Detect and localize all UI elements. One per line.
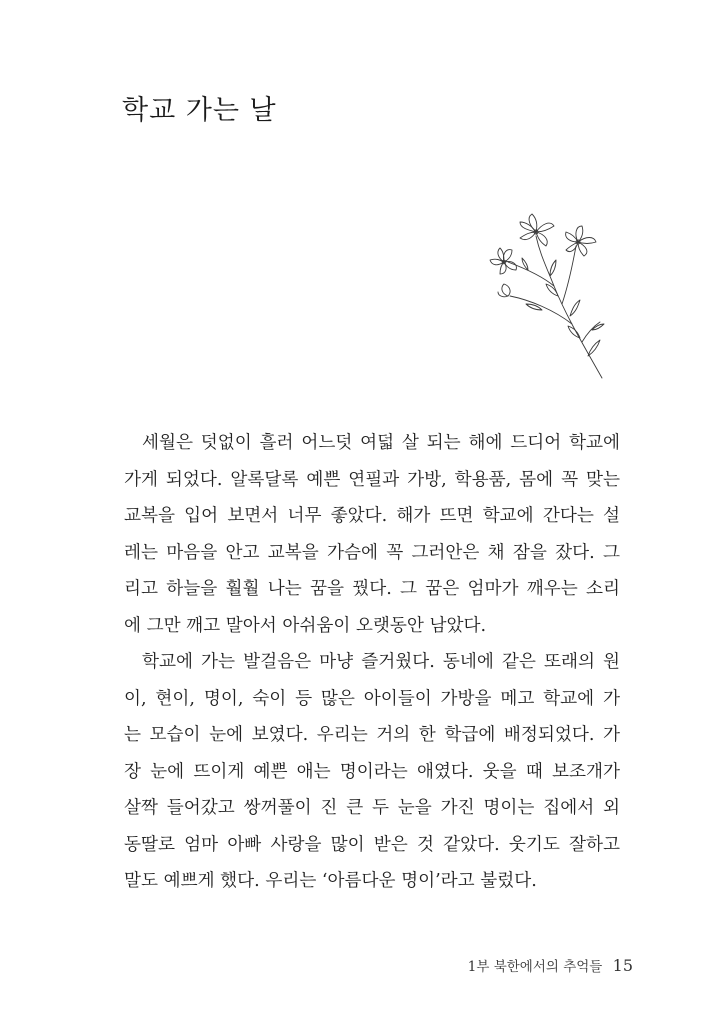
chapter-title: 학교 가는 날 (122, 95, 277, 126)
paragraph-line: 학교에 가는 발걸음은 마냥 즐거웠다. 동네에 같은 또래의 원 (142, 652, 620, 672)
page-footer (468, 955, 633, 975)
paragraph-line: 말도 예쁘게 했다. 우리는 ‘아름다운 명이’라고 불렀다. (124, 871, 537, 891)
paragraph-line: 리고 하늘을 훨훨 나는 꿈을 꿨다. 그 꿈은 엄마가 깨우는 소리 (124, 579, 620, 599)
body-text (124, 425, 620, 900)
running-head: 1부 북한에서의 추억들 (467, 959, 603, 975)
paragraph-line: 교복을 입어 보면서 너무 좋았다. 해가 뜨면 학교에 간다는 설 (124, 506, 620, 526)
paragraph-line: 이, 현이, 명이, 숙이 등 많은 아이들이 가방을 메고 학교에 가 (124, 688, 620, 709)
paragraph-line: 살짝 들어갔고 쌍꺼풀이 진 큰 두 눈을 가진 명이는 집에서 외 (124, 798, 620, 818)
page-number: 15 (612, 956, 633, 975)
flower-sketch-icon (484, 206, 614, 386)
paragraph-line: 동딸로 엄마 아빠 사랑을 많이 받은 것 같았다. 웃기도 잘하고 (124, 834, 620, 855)
paragraph-line: 에 그만 깨고 말아서 아쉬움이 오랫동안 남았다. (124, 615, 487, 636)
paragraph-line: 세월은 덧없이 흘러 어느덧 여덟 살 되는 해에 드디어 학교에 (142, 433, 620, 453)
paragraph-line: 는 모습이 눈에 보였다. 우리는 거의 한 학급에 배정되었다. 가 (124, 725, 620, 745)
paragraph-line: 레는 마음을 안고 교복을 가슴에 꼭 그러안은 채 잠을 잤다. 그 (124, 542, 620, 563)
paragraph-line: 장 눈에 뜨이게 예쁜 애는 명이라는 애였다. 웃을 때 보조개가 (124, 761, 620, 782)
paragraph-line: 가게 되었다. 알록달록 예쁜 연필과 가방, 학용품, 몸에 꼭 맞는 (124, 469, 620, 490)
